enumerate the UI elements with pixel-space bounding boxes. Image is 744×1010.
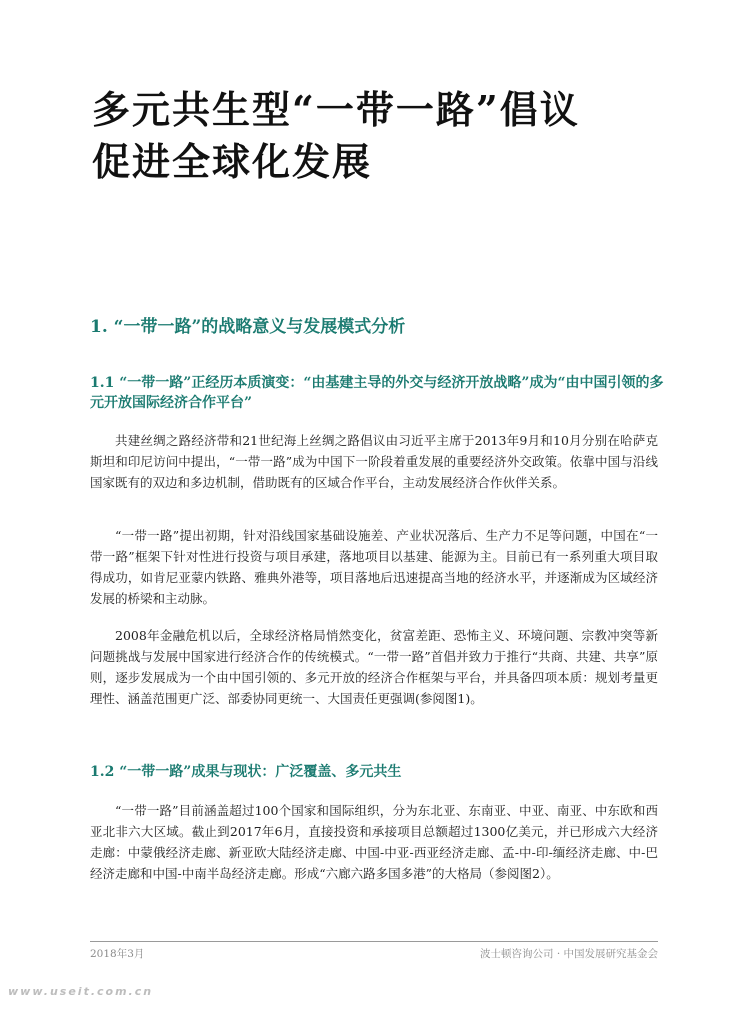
- footer-date: 2018年3月: [90, 948, 145, 960]
- subsection-1-2-heading: 1.2 “一带一路”成果与现状：广泛覆盖、多元共生: [90, 764, 402, 780]
- document-title: [92, 84, 692, 188]
- paragraph-1-1-b: “一带一路”提出初期，针对沿线国家基础设施差、产业状况落后、生产力不足等问题，中国在“一带一路”框架下针对性进行投资与项目承建，落地项目以基建、能源为主。目前已有一系列重大项目取得成功，如肯尼亚蒙内铁路、雅典外港等，项目落地后迅速提高当地的经济水平，并逐渐成为区域经济发展的桥梁和主动脉。: [90, 528, 658, 606]
- watermark: www.useit.com.cn: [8, 985, 154, 998]
- footer-divider: [90, 941, 658, 942]
- paragraph-1-1-a: 共建丝绸之路经济带和21世纪海上丝绸之路倡议由习近平主席于2013年9月和10月分别在哈萨克斯坦和印尼访问中提出，“一带一路”成为中国下一阶段着重发展的重要经济外交政策。依靠中国与沿线国家既有的双边和多边机制，借助既有的区域合作平台，主动发展经济合作伙伴关系。: [90, 433, 658, 490]
- subsection-1-1-heading: 1.1 “一带一路”正经历本质演变：“由基建主导的外交与经济开放战略”成为“由中国引领的多元开放国际经济合作平台”: [90, 375, 664, 411]
- footer-organization: 波士顿咨询公司 · 中国发展研究基金会: [479, 948, 658, 960]
- title-line-1: 多元共生型“一带一路”倡议: [92, 87, 580, 132]
- paragraph-1-2-a: “一带一路”目前涵盖超过100个国家和国际组织，分为东北亚、东南亚、中亚、南亚、中东欧和西亚北非六大区域。截止到2017年6月，直接投资和承接项目总额超过1300亿美元，并已形成六大经济走廊：中蒙俄经济走廊、新亚欧大陆经济走廊、中国-中亚-西亚经济走廊、孟-中-印-缅经济走廊、中-巴经济走廊和中国-中南半岛经济走廊。形成“六廊六路多国多港”的大格局（参阅图2）。: [90, 803, 658, 881]
- title-line-2: 促进全球化发展: [92, 139, 373, 184]
- paragraph-1-1-c: 2008年金融危机以后，全球经济格局悄然变化，贫富差距、恐怖主义、环境问题、宗教冲突等新问题挑战与发展中国家进行经济合作的传统模式。“一带一路”首倡并致力于推行“共商、共建、共享”原则，逐步发展成为一个由中国引领的、多元开放的经济合作框架与平台，并具备四项本质：规划考量更理性、涵盖范围更广泛、部委协同更统一、大国责任更强调(参阅图1)。: [90, 628, 658, 706]
- section-1-heading: 1. “一带一路”的战略意义与发展模式分析: [90, 317, 406, 337]
